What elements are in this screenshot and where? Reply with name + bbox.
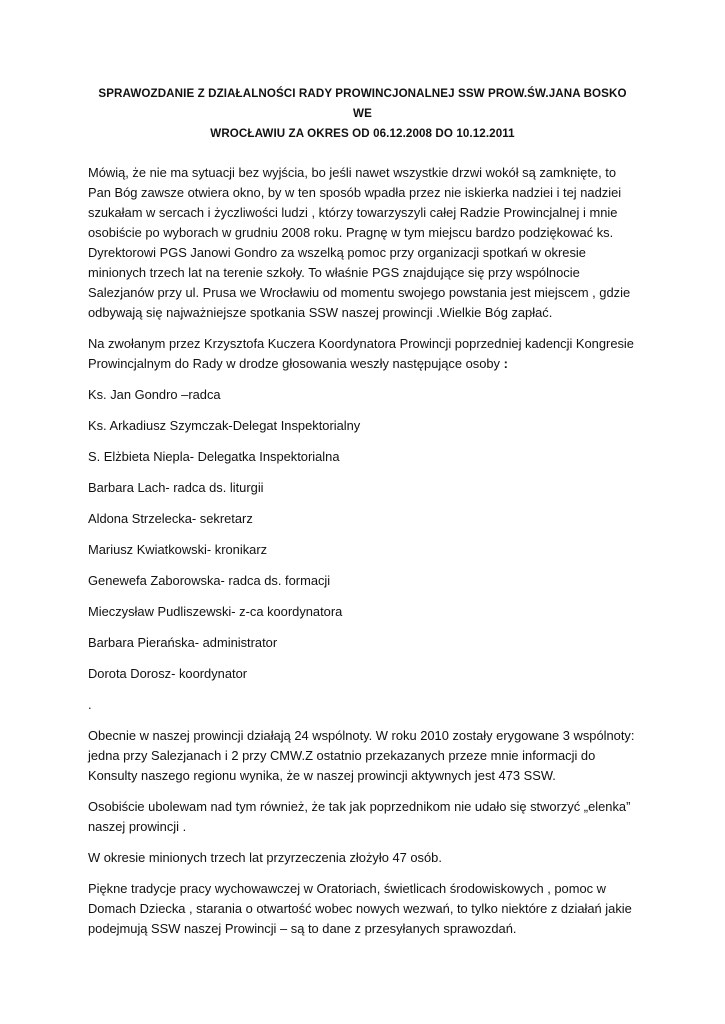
document-body bbox=[88, 163, 640, 950]
council-member: Barbara Pierańska- administrator bbox=[88, 635, 278, 650]
election-text: Na zwołanym przez Krzysztofa Kuczera Koordynatora Prowincji poprzedniej kadencji Kongresie Prowincjalnym do Rady w drodze głosowania weszły następujące osoby bbox=[88, 336, 634, 371]
council-member: Ks. Arkadiusz Szymczak-Delegat Inspektorialny bbox=[88, 418, 361, 433]
regret-paragraph: Osobiście ubolewam nad tym również, że tak jak poprzednikom nie udało się stworzyć „elenka” naszej prowincji . bbox=[88, 799, 631, 834]
intro-paragraph: Mówią, że nie ma sytuacji bez wyjścia, bo jeśli nawet wszystkie drzwi wokół są zamknięte, to Pan Bóg zawsze otwiera okno, by w ten sposób wpadła przez nie iskierka nadziei i tej nadziei szukałam w sercach i życzliwości ludzi , którzy towarzyszyli całej Radzie Prowincjalnej i mnie osobiście po wyborach w grudniu 2008 roku. Pragnę w tym miejscu bardzo podziękować ks. Dyrektorowi PGS Janowi Gondro za wszelką pomoc przy organizacji spotkań w okresie minionych trzech lat na terenie szkoły. To właśnie PGS znajdujące się przy wspólnocie Salezjanów przy ul. Prusa we Wrocławiu od momentu swojego powstania jest miejscem , gdzie odbywają się najważniejsze spotkania SSW naszej prowincji .Wielkie Bóg zapłać. bbox=[88, 165, 631, 320]
title-line-2: WROCŁAWIU ZA OKRES OD 06.12.2008 DO 10.12.2011 bbox=[210, 127, 515, 140]
council-member: Genewefa Zaborowska- radca ds. formacji bbox=[88, 573, 331, 588]
council-member: S. Elżbieta Niepla- Delegatka Inspektorialna bbox=[88, 449, 340, 464]
promises-paragraph: W okresie minionych trzech lat przyrzeczenia złożyło 47 osób. bbox=[88, 850, 442, 865]
traditions-paragraph: Piękne tradycje pracy wychowawczej w Oratoriach, świetlicach środowiskowych , pomoc w Domach Dziecka , starania o otwartość wobec nowych wezwań, to tylko niektóre z działań jakie podejmują SSW naszej Prowincji – są to dane z przesyłanych sprawozdań. bbox=[88, 881, 632, 936]
council-member: Mariusz Kwiatkowski- kronikarz bbox=[88, 542, 268, 557]
election-colon: : bbox=[503, 356, 508, 371]
council-member: Ks. Jan Gondro –radca bbox=[88, 387, 221, 402]
communities-paragraph: Obecnie w naszej prowincji działają 24 wspólnoty. W roku 2010 zostały erygowane 3 wspólnoty: jedna przy Salezjanach i 2 przy CMW.Z ostatnio przekazanych przeze mnie informacji do Konsulty naszego regionu wynika, że w naszej prowincji aktywnych jest 473 SSW. bbox=[88, 728, 635, 783]
election-paragraph bbox=[88, 334, 640, 374]
council-members-list bbox=[88, 385, 640, 684]
document-title bbox=[90, 84, 635, 144]
council-member: Mieczysław Pudliszewski- z-ca koordynatora bbox=[88, 604, 343, 619]
council-member: Dorota Dorosz- koordynator bbox=[88, 666, 248, 681]
council-member: Barbara Lach- radca ds. liturgii bbox=[88, 480, 264, 495]
title-line-1: SPRAWOZDANIE Z DZIAŁALNOŚCI RADY PROWINCJONALNEJ SSW PROW.ŚW.JANA BOSKO WE bbox=[98, 87, 627, 120]
council-member: Aldona Strzelecka- sekretarz bbox=[88, 511, 253, 526]
separator-dot: . bbox=[88, 697, 92, 712]
